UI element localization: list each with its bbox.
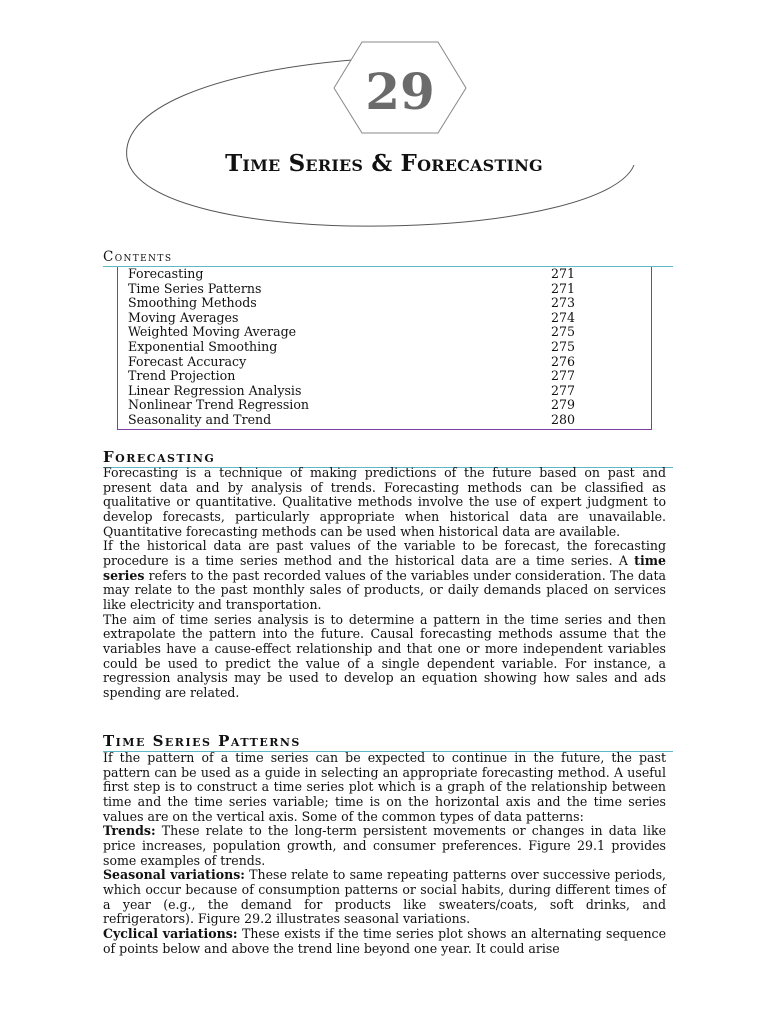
trends-paragraph [103,824,666,868]
toc-entry-page: 275 [551,324,576,340]
toc-entry-page: 274 [551,309,576,325]
term-trends: Trends: [103,823,156,839]
toc-row [118,369,651,384]
toc-entry-label: Trend Projection [128,368,236,384]
toc-entry-page: 271 [551,280,576,296]
contents-heading: Contents [103,249,673,267]
toc-row [118,340,651,355]
cyclical-variations-paragraph [103,927,666,956]
toc-entry-label: Forecast Accuracy [128,353,247,369]
forecasting-paragraph-2 [103,539,666,612]
paragraph-text: These relate to same repeating patterns over successive periods, which occur because of consumption patterns or social habits, during different times of a year (e.g., the demand for products like sweaters/coats, soft drinks, and refrigerators). Figure 29.2 illustrates seasonal variations. [103,867,666,927]
chapter-header [0,0,768,240]
toc-row [118,398,651,413]
paragraph-text: refers to the past recorded values of the variables under consideration. The data may relate to the past monthly sales of products, or daily demands placed on services like electricity and transportation. [103,567,666,612]
toc-entry-label: Exponential Smoothing [128,338,278,354]
toc-entry-label: Smoothing Methods [128,295,257,311]
term-time-series: time series [103,552,666,583]
forecasting-heading: Forecasting [103,448,673,468]
toc-entry-label: Linear Regression Analysis [128,382,302,398]
toc-entry-page: 280 [551,411,576,427]
toc-row [118,413,651,428]
toc-row [118,384,651,399]
chapter-title: Time Series & Forecasting [225,150,543,177]
paragraph-text: These exists if the time series plot shows an alternating sequence of points below and above the trend line beyond one year. It could arise [103,925,666,956]
table-of-contents [117,267,652,430]
term-seasonal-variations: Seasonal variations: [103,867,245,883]
toc-entry-page: 277 [551,382,576,398]
toc-entry-page: 271 [551,266,576,281]
time-series-patterns-body [103,751,666,956]
toc-entry-label: Nonlinear Trend Regression [128,397,310,413]
forecasting-paragraph-3: The aim of time series analysis is to determine a pattern in the time series and then extrapolate the pattern into the future. Causal forecasting methods assume that the variables have a cause-effect relationship and that one or more independent variables could be used to predict the value of a single dependent variable. For instance, a regression analysis may be used to develop an equation showing how sales and ads spending are related. [103,611,666,700]
time-series-patterns-heading: Time Series Patterns [103,732,673,752]
toc-row [118,282,651,297]
paragraph-text: If the historical data are past values of the variable to be forecast, the forecasting procedure is a time series method and the historical data are a time series. A [103,538,666,568]
toc-entry-page: 277 [551,368,576,384]
forecasting-paragraph-1: Forecasting is a technique of making predictions of the future based on past and present data and by analysis of trends. Forecasting methods can be classified as qualitative or quantitative. Qualitative methods involve the use of expert judgment to develop forecasts, particularly appropriate when historical data are unavailable. Quantitative forecasting methods can be used when historical data are available. [103,465,666,539]
toc-entry-label: Weighted Moving Average [128,324,297,340]
toc-entry-label: Seasonality and Trend [128,411,272,427]
toc-row [118,325,651,340]
toc-entry-page: 273 [551,295,576,311]
toc-row [118,355,651,370]
chapter-number: 29 [365,62,435,121]
toc-row [118,311,651,326]
toc-entry-label: Moving Averages [128,309,239,325]
toc-entry-page: 275 [551,338,576,354]
toc-row [118,296,651,311]
toc-row [118,267,651,282]
toc-entry-page: 279 [551,397,576,413]
toc-entry-label: Forecasting [128,266,204,281]
term-cyclical-variations: Cyclical variations: [103,925,238,941]
patterns-intro-paragraph: If the pattern of a time series can be expected to continue in the future, the past pattern can be used as a guide in selecting an appropriate forecasting method. A useful first step is to construct a time series plot which is a graph of the relationship between time and the time series variable; time is on the horizontal axis and the time series values are on the vertical axis. Some of the common types of data patterns: [103,750,666,824]
toc-entry-page: 276 [551,353,576,369]
seasonal-variations-paragraph [103,868,666,927]
forecasting-body [103,466,666,701]
paragraph-text: These relate to the long-term persistent movements or changes in data like price increases, population growth, and consumer preferences. Figure 29.1 provides some examples of trends. [103,823,666,868]
toc-entry-label: Time Series Patterns [128,280,262,296]
